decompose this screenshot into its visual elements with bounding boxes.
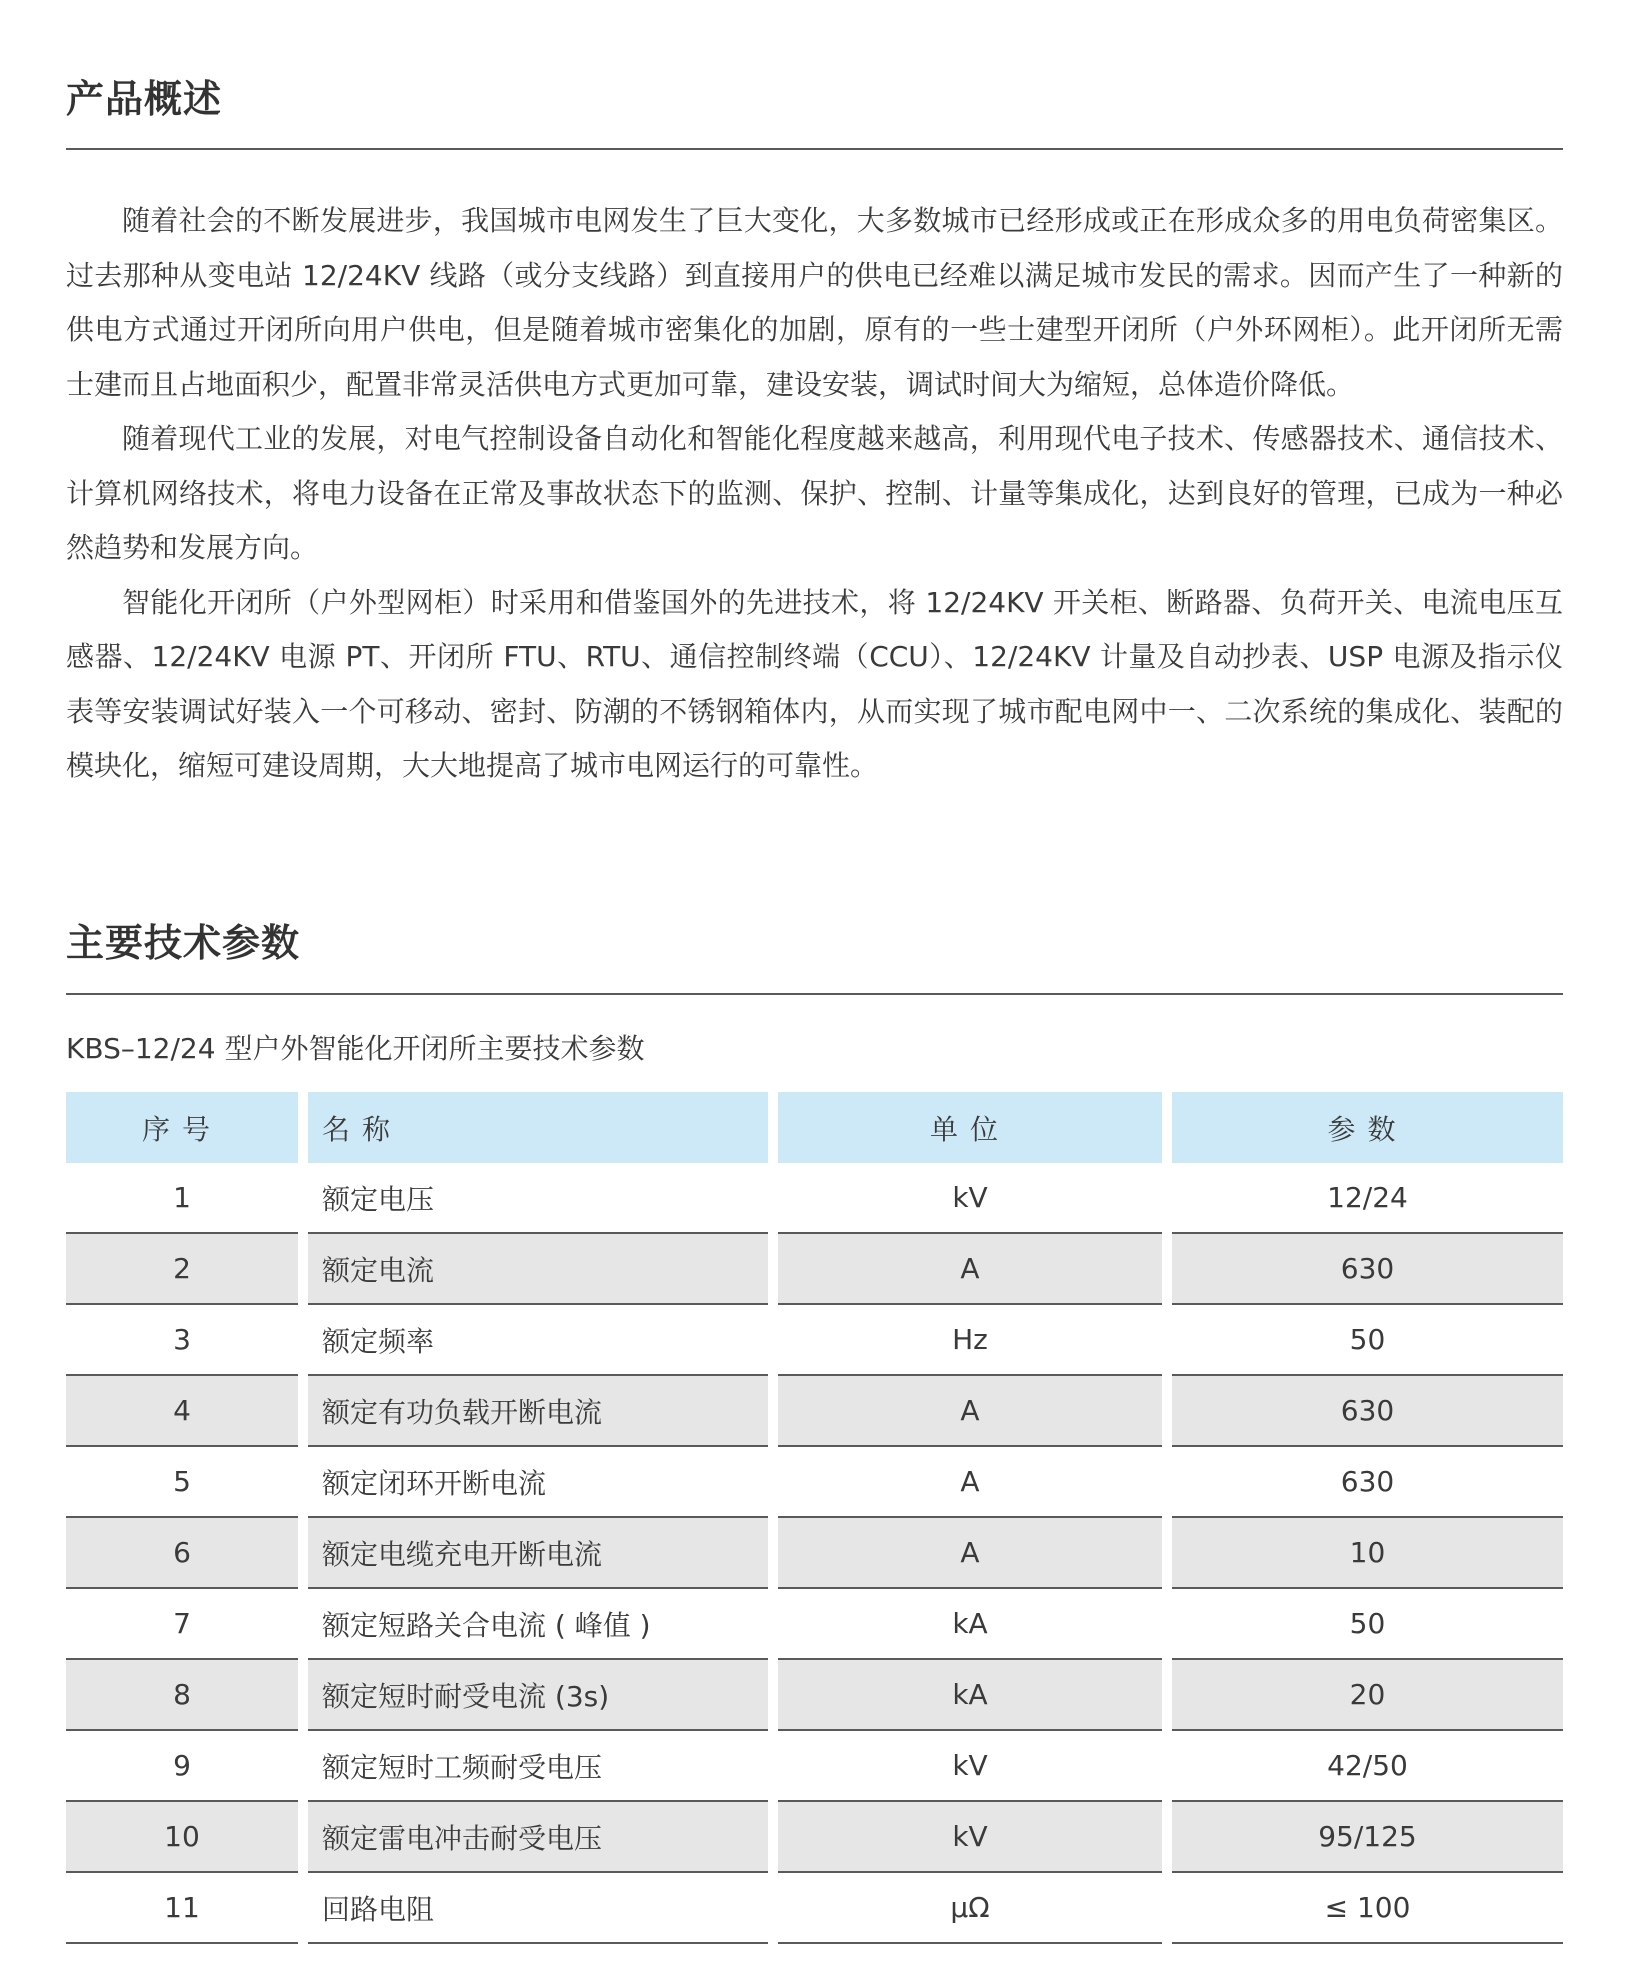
cell-no: 10	[66, 1802, 298, 1873]
table-header-row	[66, 1092, 1563, 1163]
cell-value: 630	[1172, 1376, 1563, 1447]
cell-unit: Hz	[778, 1305, 1162, 1376]
cell-no: 5	[66, 1447, 298, 1518]
cell-value: 50	[1172, 1589, 1563, 1660]
overview-paragraph-1: 随着社会的不断发展进步，我国城市电网发生了巨大变化，大多数城市已经形成或正在形成众多的用电负荷密集区。过去那种从变电站 12/24KV 线路（或分支线路）到直接用户的供电已经难以满足城市发民的需求。因而产生了一种新的供电方式通过开闭所向用户供电，但是随着城市密集化的加剧，原有的一些士建型开闭所（户外环网柜）。此开闭所无需士建而且占地面积少，配置非常灵活供电方式更加可靠，建设安装，调试时间大为缩短，总体造价降低。	[66, 204, 1563, 401]
cell-name: 额定电流	[308, 1234, 768, 1305]
table-row	[66, 1447, 1563, 1518]
cell-value: ≤ 100	[1172, 1873, 1563, 1944]
cell-value: 95/125	[1172, 1802, 1563, 1873]
params-table	[56, 1092, 1573, 1944]
overview-body	[66, 194, 1563, 794]
overview-paragraph-3: 智能化开闭所（户外型网柜）时采用和借鉴国外的先进技术，将 12/24KV 开关柜、断路器、负荷开关、电流电压互感器、12/24KV 电源 PT、开闭所 FTU、RTU、通信控制终端（CCU）、12/24KV 计量及自动抄表、USP 电源及指示仪表等安装调试好装入一个可移动、密封、防潮的不锈钢箱体内，从而实现了城市配电网中一、二次系统的集成化、装配的模块化，缩短可建设周期，大大地提高了城市电网运行的可靠性。	[66, 585, 1563, 782]
table-row	[66, 1802, 1563, 1873]
cell-value: 42/50	[1172, 1731, 1563, 1802]
cell-no: 7	[66, 1589, 298, 1660]
params-title: 主要技术参数	[66, 921, 301, 965]
cell-name: 额定闭环开断电流	[308, 1447, 768, 1518]
table-row	[66, 1234, 1563, 1305]
table-row	[66, 1589, 1563, 1660]
table-row	[66, 1731, 1563, 1802]
cell-unit: A	[778, 1234, 1162, 1305]
cell-no: 11	[66, 1873, 298, 1944]
header-unit: 单位	[778, 1092, 1162, 1163]
cell-name: 额定雷电冲击耐受电压	[308, 1802, 768, 1873]
header-value: 参数	[1172, 1092, 1563, 1163]
cell-no: 6	[66, 1518, 298, 1589]
cell-value: 630	[1172, 1447, 1563, 1518]
overview-divider	[66, 148, 1563, 150]
cell-unit: kA	[778, 1589, 1162, 1660]
cell-value: 12/24	[1172, 1163, 1563, 1234]
header-no: 序号	[66, 1092, 298, 1163]
cell-name: 额定短时耐受电流 (3s)	[308, 1660, 768, 1731]
cell-name: 回路电阻	[308, 1873, 768, 1944]
overview-paragraph-2: 随着现代工业的发展，对电气控制设备自动化和智能化程度越来越高，利用现代电子技术、传感器技术、通信技术、计算机网络技术，将电力设备在正常及事故状态下的监测、保护、控制、计量等集成化，达到良好的管理，已成为一种必然趋势和发展方向。	[66, 422, 1563, 564]
table-row	[66, 1305, 1563, 1376]
cell-name: 额定有功负载开断电流	[308, 1376, 768, 1447]
header-name: 名称	[308, 1092, 768, 1163]
cell-value: 10	[1172, 1518, 1563, 1589]
cell-unit: μΩ	[778, 1873, 1162, 1944]
table-row	[66, 1376, 1563, 1447]
cell-no: 2	[66, 1234, 298, 1305]
cell-unit: kA	[778, 1660, 1162, 1731]
cell-name: 额定电压	[308, 1163, 768, 1234]
cell-name: 额定短时工频耐受电压	[308, 1731, 768, 1802]
cell-unit: A	[778, 1376, 1162, 1447]
cell-value: 50	[1172, 1305, 1563, 1376]
cell-no: 1	[66, 1163, 298, 1234]
cell-unit: A	[778, 1518, 1162, 1589]
params-divider	[66, 993, 1563, 995]
cell-no: 8	[66, 1660, 298, 1731]
cell-unit: A	[778, 1447, 1162, 1518]
table-caption: KBS–12/24 型户外智能化开闭所主要技术参数	[66, 1032, 645, 1065]
table-row	[66, 1518, 1563, 1589]
cell-no: 9	[66, 1731, 298, 1802]
table-body	[66, 1163, 1563, 1944]
cell-name: 额定电缆充电开断电流	[308, 1518, 768, 1589]
overview-title: 产品概述	[66, 77, 223, 121]
table-row	[66, 1873, 1563, 1944]
cell-unit: kV	[778, 1163, 1162, 1234]
table-row	[66, 1163, 1563, 1234]
cell-value: 630	[1172, 1234, 1563, 1305]
cell-name: 额定频率	[308, 1305, 768, 1376]
cell-no: 4	[66, 1376, 298, 1447]
cell-name: 额定短路关合电流 ( 峰值 )	[308, 1589, 768, 1660]
table-row	[66, 1660, 1563, 1731]
cell-no: 3	[66, 1305, 298, 1376]
cell-unit: kV	[778, 1731, 1162, 1802]
cell-value: 20	[1172, 1660, 1563, 1731]
cell-unit: kV	[778, 1802, 1162, 1873]
